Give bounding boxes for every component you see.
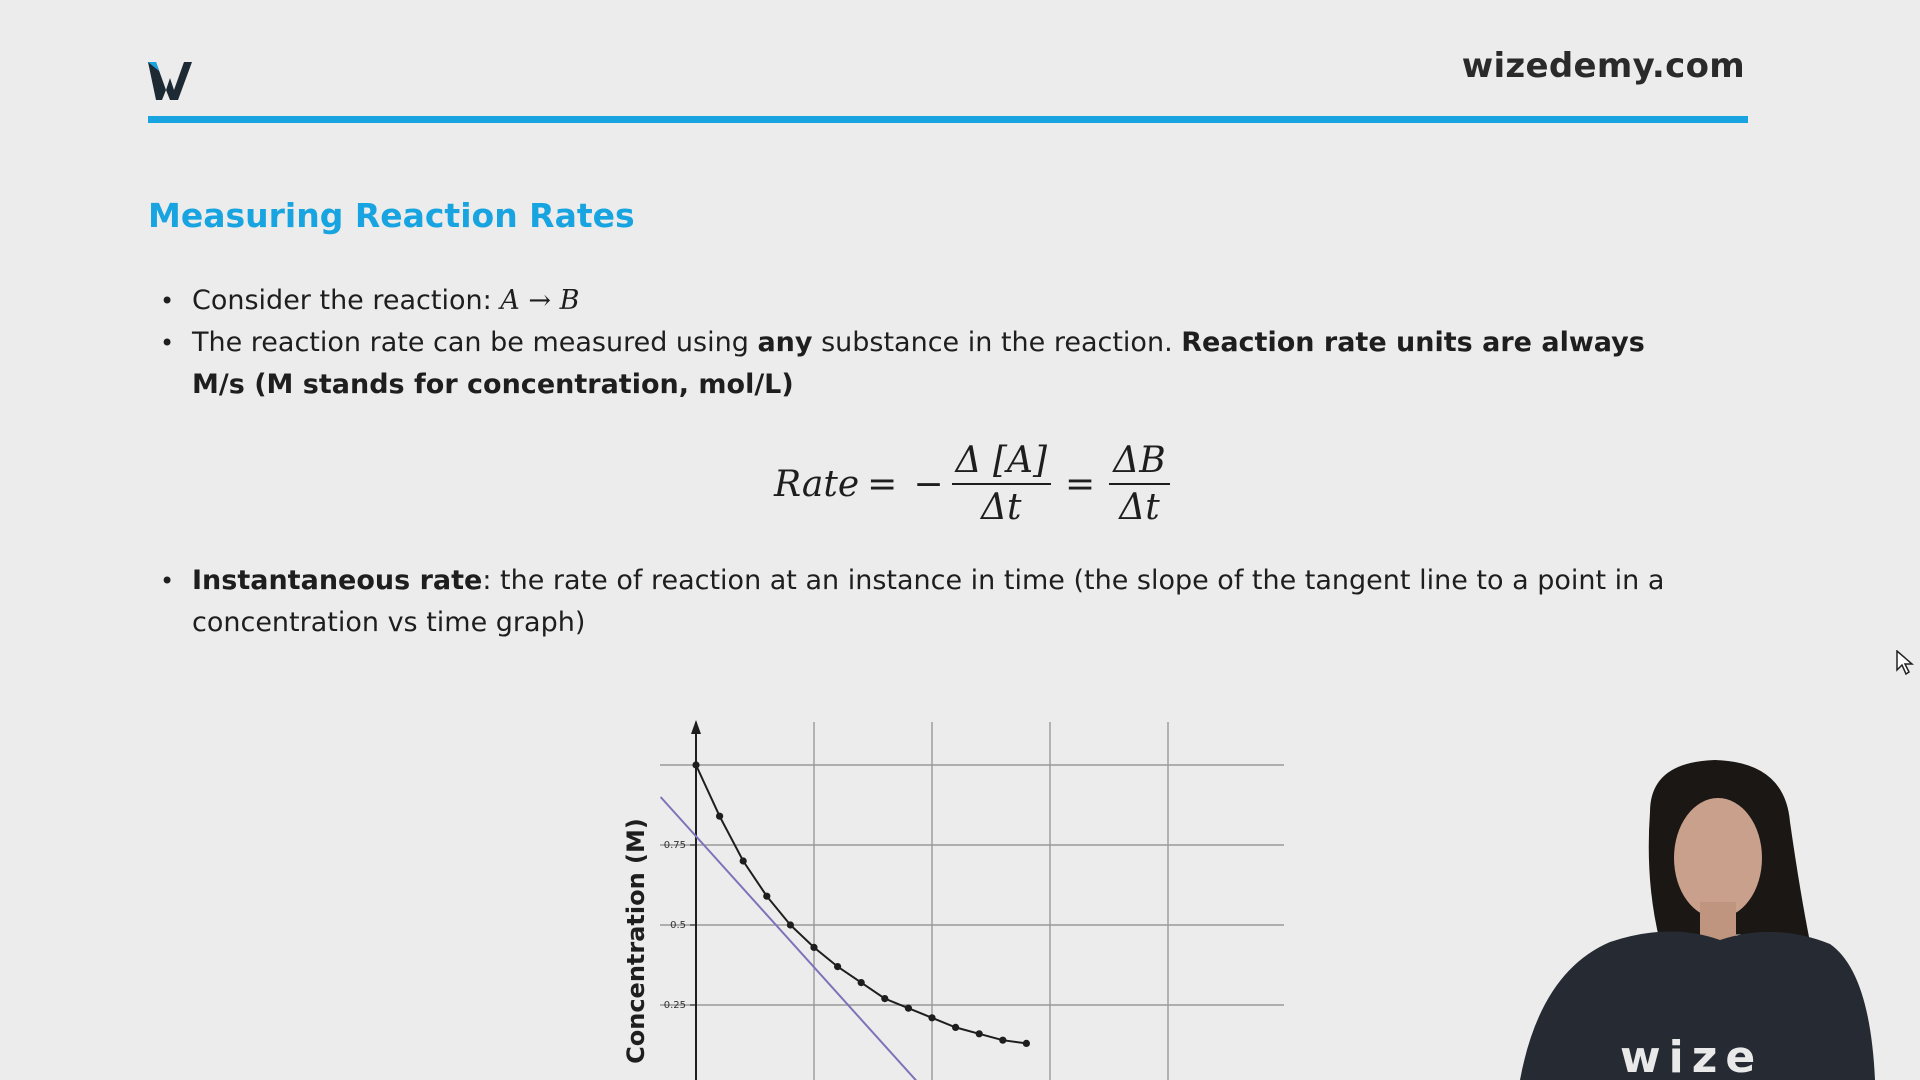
data-point — [810, 944, 817, 951]
formula-minus: − — [913, 463, 944, 505]
data-point — [881, 995, 888, 1002]
fraction-denominator: Δt — [981, 487, 1022, 528]
fraction-product — [1109, 440, 1169, 528]
y-tick-label: 0.25 — [663, 1000, 686, 1011]
bullet-instantaneous-rate — [160, 560, 1700, 644]
tangent-line — [661, 797, 921, 1080]
site-url[interactable]: wizedemy.com — [1461, 46, 1745, 86]
data-point — [905, 1005, 912, 1012]
mouse-cursor-icon — [1896, 650, 1914, 676]
data-point — [716, 813, 723, 820]
concentration-vs-time-chart — [620, 716, 1290, 1080]
formula-equals: = — [1065, 463, 1096, 505]
data-point — [952, 1024, 959, 1031]
presenter-video — [1500, 752, 1880, 1080]
instantaneous-rate-label: Instantaneous rate — [192, 565, 483, 596]
data-point — [740, 857, 747, 864]
bullet-rate-units — [160, 322, 1700, 406]
bullet-text: : the rate of reaction at an instance in time (the slope of the tangent line to a point in a concentration vs time graph) — [192, 565, 1665, 638]
fraction-numerator: ΔB — [1109, 440, 1169, 485]
emphasis-any: any — [757, 327, 813, 358]
fraction-numerator: Δ [A] — [952, 440, 1052, 485]
data-point — [999, 1037, 1006, 1044]
slide-title: Measuring Reaction Rates — [148, 196, 635, 235]
y-axis-arrow — [691, 720, 701, 734]
data-point — [692, 761, 699, 768]
rate-formula — [774, 440, 1176, 528]
y-tick-label: 0.5 — [670, 920, 686, 931]
y-axis-label: Concentration (M) — [622, 818, 650, 1064]
concentration-curve — [696, 765, 1026, 1043]
data-point — [763, 893, 770, 900]
bullet-list-instantaneous — [160, 560, 1700, 644]
data-point — [1023, 1040, 1030, 1047]
header-rule — [148, 116, 1748, 123]
fraction-denominator: Δt — [1119, 487, 1160, 528]
reaction-equation: A → B — [500, 285, 580, 316]
fraction-reactant — [952, 440, 1052, 528]
data-point — [976, 1030, 983, 1037]
data-point — [834, 963, 841, 970]
shirt-logo-text: wize — [1620, 1032, 1764, 1080]
bullet-text: substance in the reaction. — [812, 327, 1182, 358]
emphasis-units: Reaction rate units are always M/s (M stands for concentration, mol/L) — [192, 327, 1645, 400]
bullet-text: The reaction rate can be measured using — [192, 327, 758, 358]
bullet-text: Consider the reaction: — [192, 285, 501, 316]
data-point — [928, 1014, 935, 1021]
y-tick-label: 0.75 — [663, 840, 686, 851]
bullet-consider-reaction — [160, 280, 1700, 322]
data-point — [858, 979, 865, 986]
wizedemy-logo-icon[interactable] — [146, 56, 204, 104]
data-point — [787, 921, 794, 928]
formula-equals: = — [867, 463, 898, 505]
bullet-list — [160, 280, 1700, 406]
formula-lhs: Rate — [774, 463, 860, 505]
